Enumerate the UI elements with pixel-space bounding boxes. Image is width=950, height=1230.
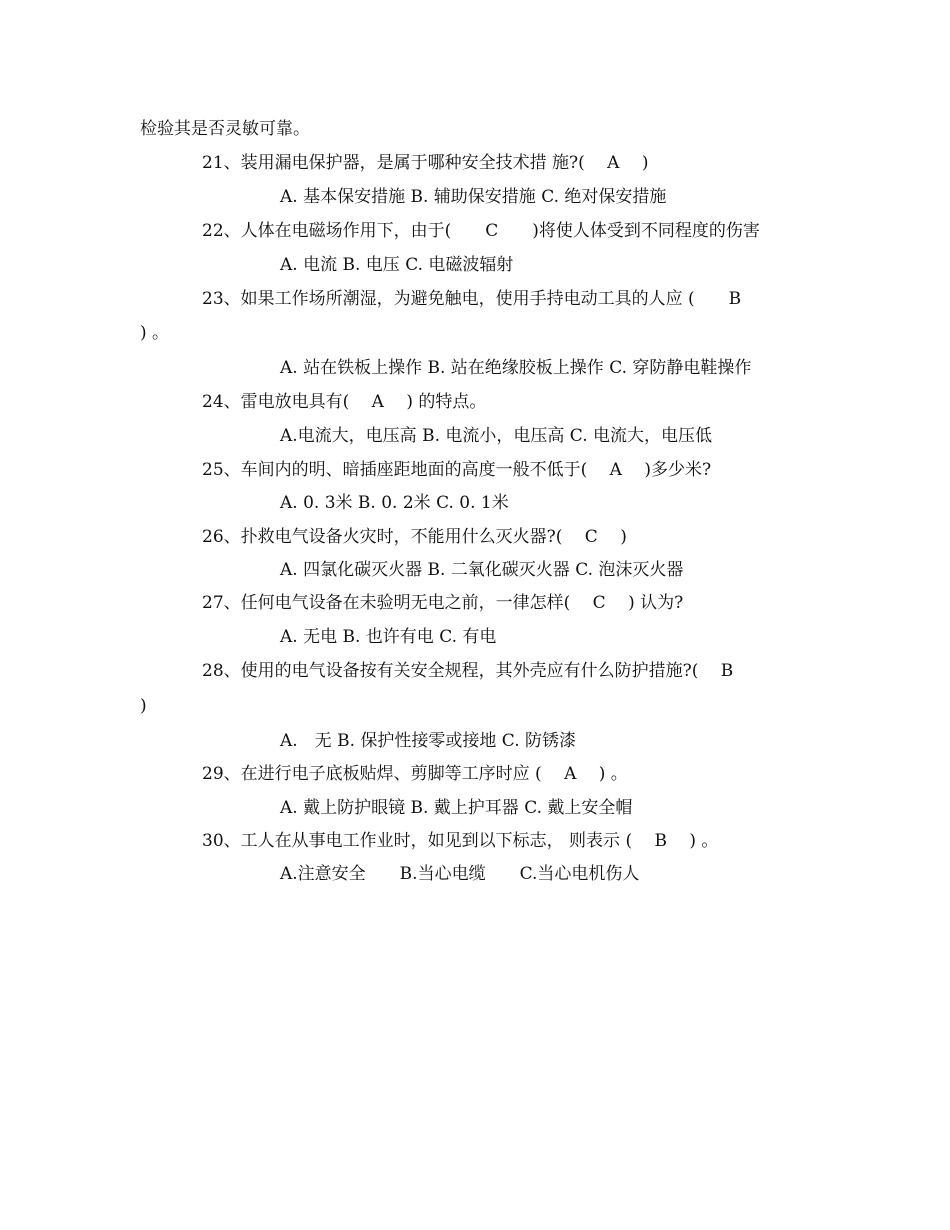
options-27: A. 无电 B. 也许有电 C. 有电 bbox=[280, 627, 497, 647]
question-21: 21、装用漏电保护器，是属于哪种安全技术措 施?( A ) bbox=[202, 153, 649, 173]
question-30: 30、工人在从事电工作业时，如见到以下标志， 则表示 ( B ) 。 bbox=[202, 831, 719, 851]
options-24: A.电流大，电压高 B. 电流小，电压高 C. 电流大，电压低 bbox=[280, 426, 712, 446]
question-26: 26、扑救电气设备火灾时，不能用什么灭火器?( C ) bbox=[202, 527, 627, 547]
options-28: A. 无 B. 保护性接零或接地 C. 防锈漆 bbox=[280, 731, 576, 751]
options-29: A. 戴上防护眼镜 B. 戴上护耳器 C. 戴上安全帽 bbox=[280, 798, 633, 818]
question-28-continuation: ) bbox=[140, 696, 147, 716]
options-23: A. 站在铁板上操作 B. 站在绝缘胶板上操作 C. 穿防静电鞋操作 bbox=[280, 358, 752, 378]
options-25: A. 0. 3米 B. 0. 2米 C. 0. 1米 bbox=[280, 493, 509, 513]
question-22: 22、人体在电磁场作用下，由于( C )将使人体受到不同程度的伤害 bbox=[202, 221, 760, 241]
options-30: A.注意安全 B.当心电缆 C.当心电机伤人 bbox=[280, 864, 640, 884]
options-22: A. 电流 B. 电压 C. 电磁波辐射 bbox=[280, 255, 514, 275]
question-23: 23、如果工作场所潮湿，为避免触电，使用手持电动工具的人应 ( B bbox=[202, 289, 742, 309]
options-21: A. 基本保安措施 B. 辅助保安措施 C. 绝对保安措施 bbox=[280, 187, 667, 207]
question-23-continuation: ) 。 bbox=[140, 323, 170, 343]
question-27: 27、任何电气设备在未验明无电之前，一律怎样( C ) 认为? bbox=[202, 593, 684, 613]
question-29: 29、在进行电子底板贴焊、剪脚等工序时应 ( A ) 。 bbox=[202, 764, 628, 784]
question-25: 25、车间内的明、暗插座距地面的高度一般不低于( A )多少米? bbox=[202, 460, 712, 480]
question-28: 28、使用的电气设备按有关安全规程，其外壳应有什么防护措施?( B bbox=[202, 661, 734, 681]
question-24: 24、雷电放电具有( A ) 的特点。 bbox=[202, 392, 487, 412]
text-line-continuation: 检验其是否灵敏可靠。 bbox=[140, 119, 310, 139]
options-26: A. 四氯化碳灭火器 B. 二氧化碳灭火器 C. 泡沫灭火器 bbox=[280, 560, 684, 580]
